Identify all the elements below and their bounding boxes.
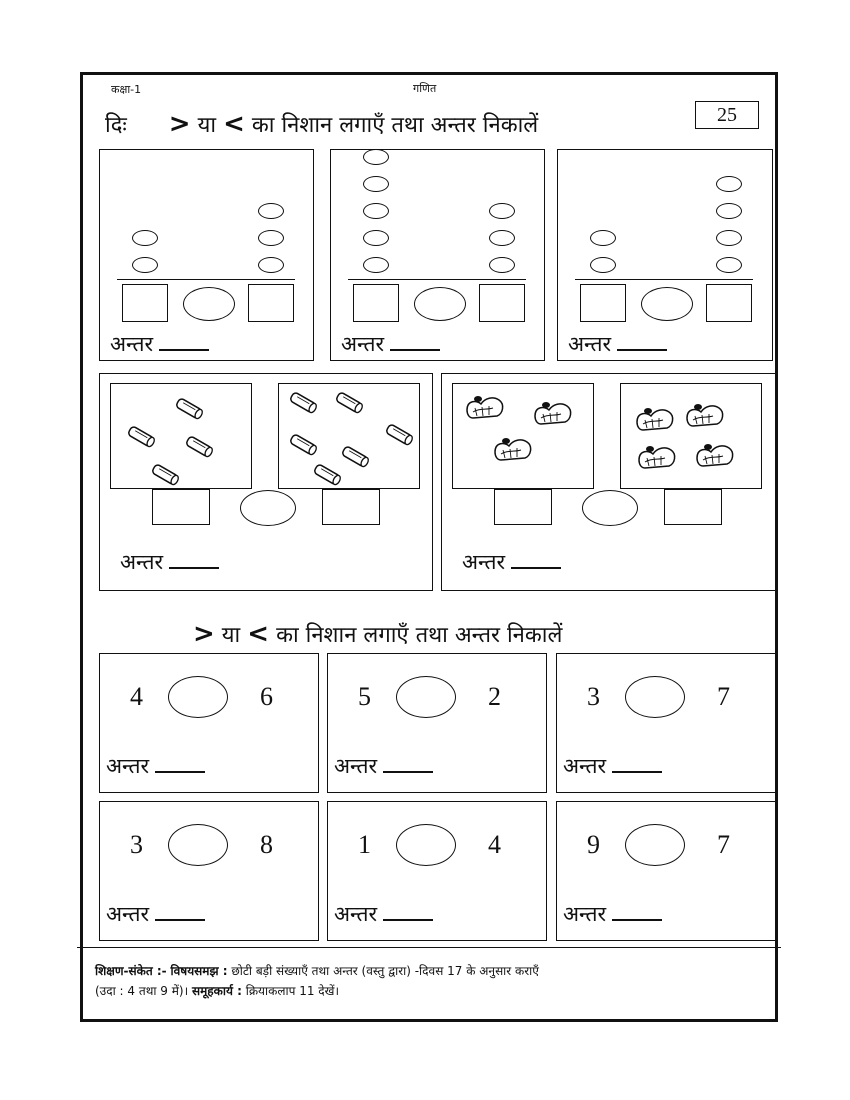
difference-label: अन्तर [563, 754, 607, 778]
comparison-sign-oval[interactable] [641, 287, 693, 321]
comparison-sign-oval[interactable] [414, 287, 466, 321]
number-pair-box [327, 801, 547, 941]
less-than-symbol: < [223, 109, 245, 139]
right-picture-group [278, 383, 420, 489]
difference-row [106, 752, 205, 780]
picture-box [99, 373, 433, 591]
difference-row [568, 330, 667, 358]
comparison-sign-oval[interactable] [396, 676, 456, 718]
right-counter [258, 203, 284, 219]
comparison-sign-oval[interactable] [396, 824, 456, 866]
baseline [348, 279, 526, 280]
left-number: 1 [358, 830, 371, 859]
number-pair-box [99, 653, 319, 793]
difference-answer-blank[interactable] [169, 551, 219, 569]
comparison-sign-oval[interactable] [625, 676, 685, 718]
difference-row [334, 900, 433, 928]
right-picture-group [620, 383, 762, 489]
difference-row [341, 330, 440, 358]
left-number: 3 [587, 682, 600, 711]
difference-answer-blank[interactable] [612, 755, 662, 773]
left-count-box[interactable] [353, 284, 399, 322]
left-picture-group [452, 383, 594, 489]
right-number: 2 [488, 682, 501, 711]
left-counter [590, 257, 616, 273]
footer-line-2 [95, 981, 339, 1001]
baseline [575, 279, 753, 280]
instruction-prefix: दिः [105, 113, 127, 138]
left-count-box[interactable] [122, 284, 168, 322]
footer-text-1: छोटी बड़ी संख्याएँ तथा अन्तर (वस्तु द्वारा) -दिवस 17 के अनुसार कराएँ [231, 964, 539, 978]
difference-label: अन्तर [120, 550, 164, 574]
right-number: 7 [717, 682, 730, 711]
difference-answer-blank[interactable] [617, 333, 667, 351]
difference-answer-blank[interactable] [612, 903, 662, 921]
comparison-sign-oval[interactable] [168, 676, 228, 718]
right-counter [716, 230, 742, 246]
footer-divider [77, 947, 781, 948]
group-work-text: क्रियाकलाप 11 देखें। [245, 984, 340, 998]
right-counter [716, 257, 742, 273]
picture-box [441, 373, 776, 591]
instruction-text: का निशान लगाएँ तथा अन्तर निकालें [251, 113, 539, 138]
footer-text-2: (उदा : 4 तथा 9 में)। [95, 984, 189, 998]
difference-row [120, 548, 219, 576]
counter-box [557, 149, 773, 361]
comparison-sign-oval[interactable] [582, 490, 638, 526]
left-number: 4 [130, 682, 143, 711]
greater-than-symbol: > [193, 619, 215, 649]
right-counter [489, 230, 515, 246]
difference-row [563, 752, 662, 780]
left-counter [363, 176, 389, 192]
right-counter [258, 257, 284, 273]
left-number: 3 [130, 830, 143, 859]
left-counter [132, 257, 158, 273]
difference-label: अन्तर [334, 902, 378, 926]
left-counter [363, 230, 389, 246]
left-number: 5 [358, 682, 371, 711]
less-than-symbol: < [247, 619, 270, 649]
right-counter [489, 203, 515, 219]
instruction-or: या [197, 113, 217, 138]
right-count-box[interactable] [706, 284, 752, 322]
subject-matter-label: विषयसमझ : [170, 964, 228, 978]
left-counter [363, 203, 389, 219]
difference-label: अन्तर [106, 754, 150, 778]
left-counter [132, 230, 158, 246]
difference-answer-blank[interactable] [155, 903, 205, 921]
difference-answer-blank[interactable] [390, 333, 440, 351]
number-pair-box [556, 653, 776, 793]
greater-than-symbol: > [168, 109, 191, 139]
difference-answer-blank[interactable] [159, 333, 209, 351]
difference-answer-blank[interactable] [511, 551, 561, 569]
instruction-or: या [221, 623, 241, 648]
page-number-box [695, 101, 759, 129]
comparison-sign-oval[interactable] [625, 824, 685, 866]
left-count-box[interactable] [580, 284, 626, 322]
difference-row [462, 548, 561, 576]
difference-answer-blank[interactable] [383, 755, 433, 773]
right-count-box[interactable] [479, 284, 525, 322]
right-counter [489, 257, 515, 273]
right-counter [258, 230, 284, 246]
right-count-box[interactable] [248, 284, 294, 322]
difference-label: अन्तर [563, 902, 607, 926]
subject-label: गणित [413, 82, 437, 95]
right-count-box[interactable] [322, 489, 380, 525]
difference-label: अन्तर [110, 332, 154, 356]
comparison-sign-oval[interactable] [168, 824, 228, 866]
comparison-sign-oval[interactable] [183, 287, 235, 321]
difference-label: अन्तर [106, 902, 150, 926]
counter-box [99, 149, 314, 361]
difference-row [334, 752, 433, 780]
right-number: 4 [488, 830, 501, 859]
counter-box [330, 149, 545, 361]
left-counter [363, 257, 389, 273]
number-pair-box [99, 801, 319, 941]
left-counter [590, 230, 616, 246]
worksheet-page [80, 72, 778, 1022]
difference-label: अन्तर [568, 332, 612, 356]
page-number: 25 [717, 104, 737, 126]
instruction-text: का निशान लगाएँ तथा अन्तर निकालें [276, 623, 563, 648]
left-number: 9 [587, 830, 600, 859]
difference-row [110, 330, 209, 358]
difference-row [563, 900, 662, 928]
difference-label: अन्तर [341, 332, 385, 356]
section2-heading [193, 619, 562, 649]
number-pair-box [556, 801, 776, 941]
difference-answer-blank[interactable] [383, 903, 433, 921]
group-work-label: समूहकार्य : [191, 984, 242, 998]
left-count-box[interactable] [152, 489, 210, 525]
right-counter [716, 203, 742, 219]
difference-answer-blank[interactable] [155, 755, 205, 773]
teaching-hint-label: शिक्षण-संकेत :- [95, 964, 167, 978]
right-number: 6 [260, 682, 273, 711]
class-label: कक्षा-1 [111, 83, 142, 96]
number-pair-box [327, 653, 547, 793]
right-counter [716, 176, 742, 192]
instruction-heading [105, 109, 538, 139]
difference-label: अन्तर [334, 754, 378, 778]
comparison-sign-oval[interactable] [240, 490, 296, 526]
footer-line-1 [95, 961, 539, 981]
right-number: 7 [717, 830, 730, 859]
difference-label: अन्तर [462, 550, 506, 574]
right-count-box[interactable] [664, 489, 722, 525]
left-count-box[interactable] [494, 489, 552, 525]
difference-row [106, 900, 205, 928]
baseline [117, 279, 295, 280]
left-picture-group [110, 383, 252, 489]
left-counter [363, 149, 389, 165]
right-number: 8 [260, 830, 273, 859]
